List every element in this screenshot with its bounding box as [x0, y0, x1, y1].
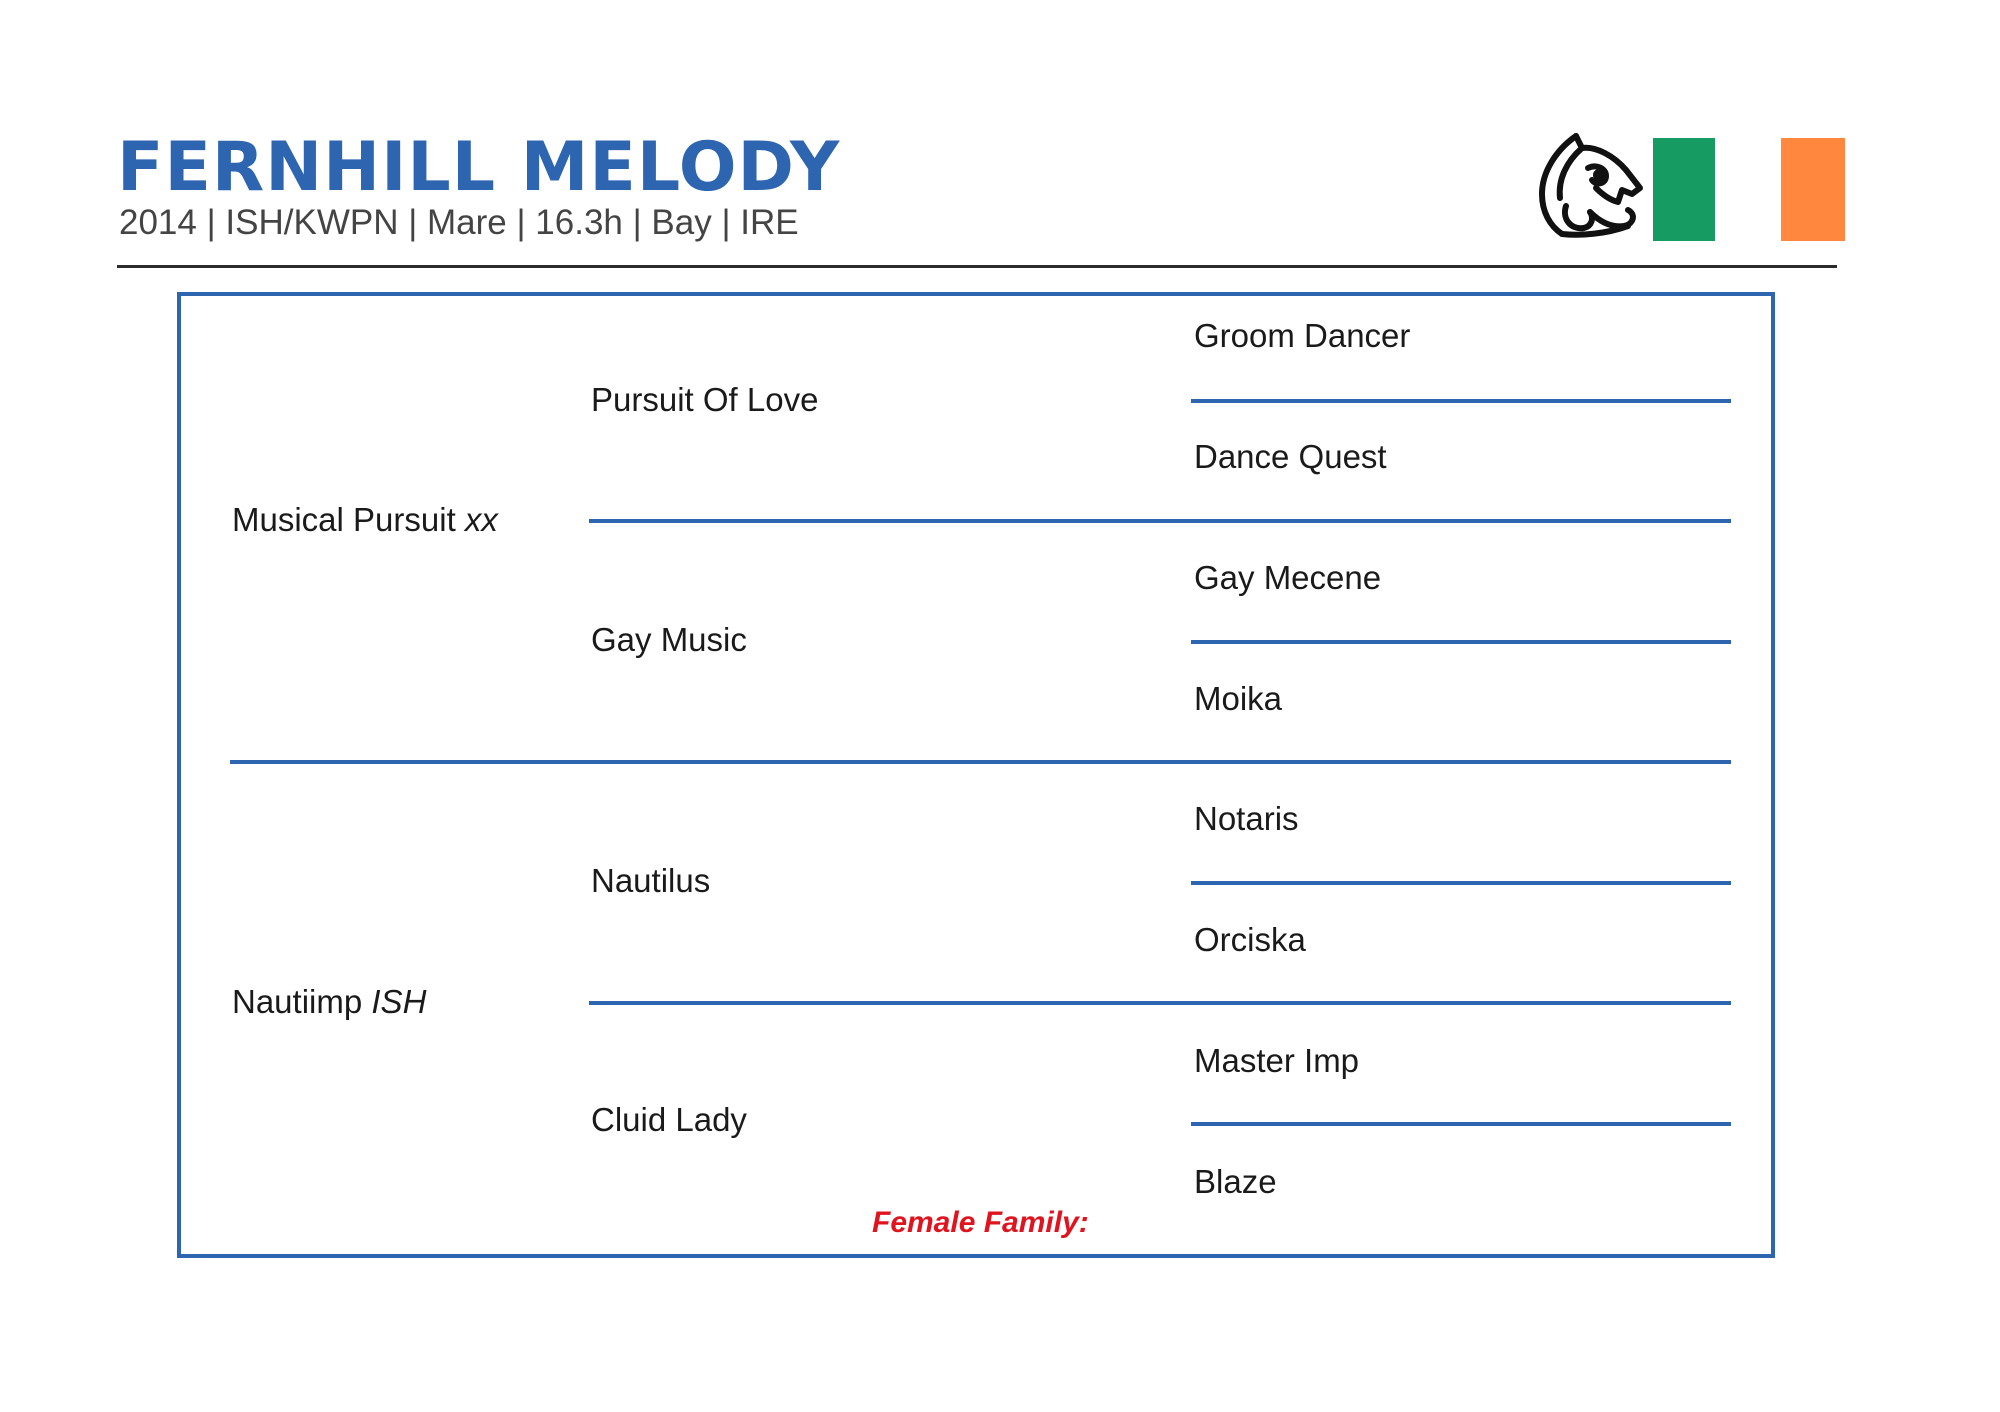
- flag-white-stripe: [1715, 138, 1781, 241]
- gen1-divider: [230, 760, 1731, 764]
- dds-name: Master Imp: [1194, 1042, 1360, 1079]
- gen3-divider: [1191, 399, 1731, 403]
- sss-name: Groom Dancer: [1194, 317, 1411, 354]
- dam-breed-suffix: ISH: [371, 983, 427, 1020]
- sire-name-text: Musical Pursuit: [232, 501, 456, 538]
- flag-orange-stripe: [1781, 138, 1845, 241]
- gen3-divider: [1191, 1122, 1731, 1126]
- dam-name-text: Nautiimp: [232, 983, 363, 1020]
- gen3-divider: [1191, 881, 1731, 885]
- horse-head-icon: [1536, 128, 1646, 240]
- sire-name: [232, 503, 498, 536]
- flag-green-stripe: [1653, 138, 1715, 241]
- sire-breed-suffix: xx: [464, 501, 498, 538]
- ddd-name: Blaze: [1194, 1163, 1277, 1200]
- female-family-label: Female Family:: [872, 1206, 1089, 1239]
- gen3-divider: [1191, 640, 1731, 644]
- gen2-divider: [589, 519, 1731, 523]
- horse-name-title: FERNHILL MELODY: [117, 128, 841, 207]
- ssd-name: Dance Quest: [1194, 438, 1387, 475]
- dam-sire-name: Nautilus: [591, 862, 711, 899]
- dam-name: [232, 985, 426, 1018]
- horse-details: 2014 | ISH/KWPN | Mare | 16.3h | Bay | IRE: [119, 203, 799, 242]
- header-divider: [117, 265, 1837, 268]
- dsd-name: Orciska: [1194, 921, 1306, 958]
- sds-name: Gay Mecene: [1194, 559, 1382, 596]
- gen2-divider: [589, 1001, 1731, 1005]
- sdd-name: Moika: [1194, 680, 1283, 717]
- dam-dam-name: Cluid Lady: [591, 1101, 747, 1138]
- sire-sire-name: Pursuit Of Love: [591, 381, 819, 418]
- dss-name: Notaris: [1194, 800, 1299, 837]
- sire-dam-name: Gay Music: [591, 621, 747, 658]
- pedigree-frame: [177, 292, 1775, 1258]
